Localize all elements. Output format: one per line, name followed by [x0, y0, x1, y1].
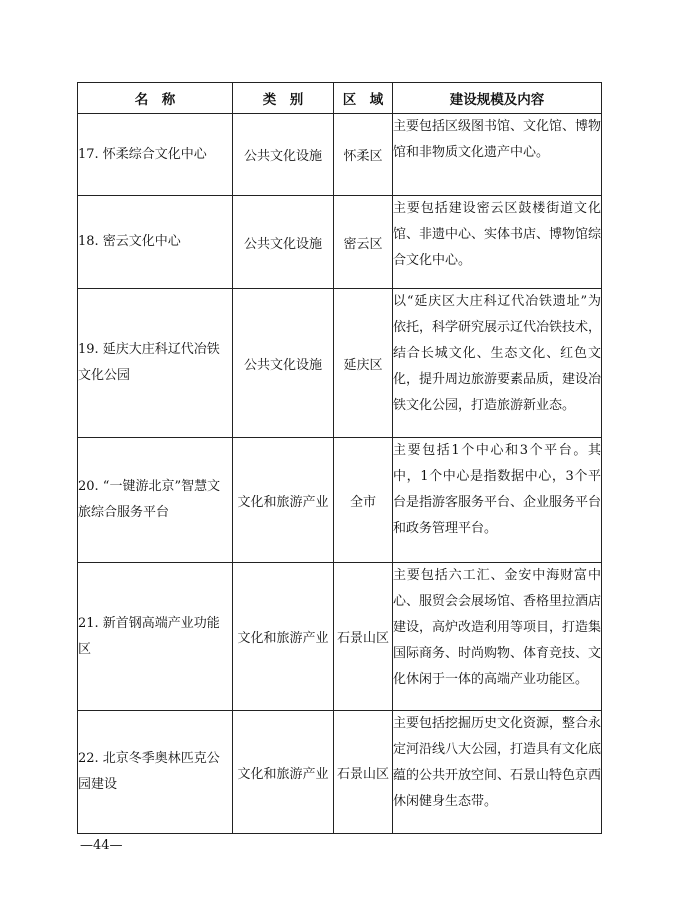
- project-table: [77, 82, 602, 834]
- cell-category: 文化和旅游产业: [233, 563, 334, 711]
- cell-category: 文化和旅游产业: [233, 711, 334, 834]
- cell-content: 以“延庆区大庄科辽代冶铁遗址”为依托，科学研究展示辽代冶铁技术，结合长城文化、生态文化、红色文化，提升周边旅游要素品质，建设冶铁文化公园，打造旅游新业态。: [393, 289, 602, 438]
- table-row: [78, 289, 602, 438]
- cell-area: 怀柔区: [334, 114, 393, 196]
- header-area: 区 域: [334, 83, 393, 114]
- cell-content: 主要包括建设密云区鼓楼街道文化馆、非遗中心、实体书店、博物馆综合文化中心。: [393, 196, 602, 289]
- cell-category: 公共文化设施: [233, 114, 334, 196]
- cell-content: 主要包括六工汇、金安中海财富中心、服贸会会展场馆、香格里拉酒店建设，高炉改造利用等项目，打造集国际商务、时尚购物、体育竞技、文化休闲于一体的高端产业功能区。: [393, 563, 602, 711]
- cell-name: 17. 怀柔综合文化中心: [78, 114, 233, 196]
- cell-area: 密云区: [334, 196, 393, 289]
- cell-category: 公共文化设施: [233, 196, 334, 289]
- cell-name: 22. 北京冬季奥林匹克公园建设: [78, 711, 233, 834]
- cell-category: 公共文化设施: [233, 289, 334, 438]
- cell-area: 全市: [334, 438, 393, 563]
- header-content: 建设规模及内容: [393, 83, 602, 114]
- cell-content: 主要包括区级图书馆、文化馆、博物馆和非物质文化遗产中心。: [393, 114, 602, 196]
- cell-area: 石景山区: [334, 711, 393, 834]
- cell-name: 19. 延庆大庄科辽代冶铁文化公园: [78, 289, 233, 438]
- table-row: [78, 196, 602, 289]
- cell-area: 石景山区: [334, 563, 393, 711]
- cell-name: 21. 新首钢高端产业功能区: [78, 563, 233, 711]
- cell-content: 主要包括1个中心和3个平台。其中，1个中心是指数据中心，3个平台是指游客服务平台、企业服务平台和政务管理平台。: [393, 438, 602, 563]
- cell-category: 文化和旅游产业: [233, 438, 334, 563]
- cell-name: 18. 密云文化中心: [78, 196, 233, 289]
- cell-name: 20. “一键游北京”智慧文旅综合服务平台: [78, 438, 233, 563]
- header-name: 名 称: [78, 83, 233, 114]
- cell-content: 主要包括挖掘历史文化资源，整合永定河沿线八大公园，打造具有文化底蕴的公共开放空间、石景山特色京西休闲健身生态带。: [393, 711, 602, 834]
- page-number: —44—: [80, 838, 123, 853]
- table-row: [78, 438, 602, 563]
- table-row: [78, 114, 602, 196]
- header-category: 类 别: [233, 83, 334, 114]
- table-row: [78, 711, 602, 834]
- table-row: [78, 563, 602, 711]
- cell-area: 延庆区: [334, 289, 393, 438]
- table-header-row: [78, 83, 602, 114]
